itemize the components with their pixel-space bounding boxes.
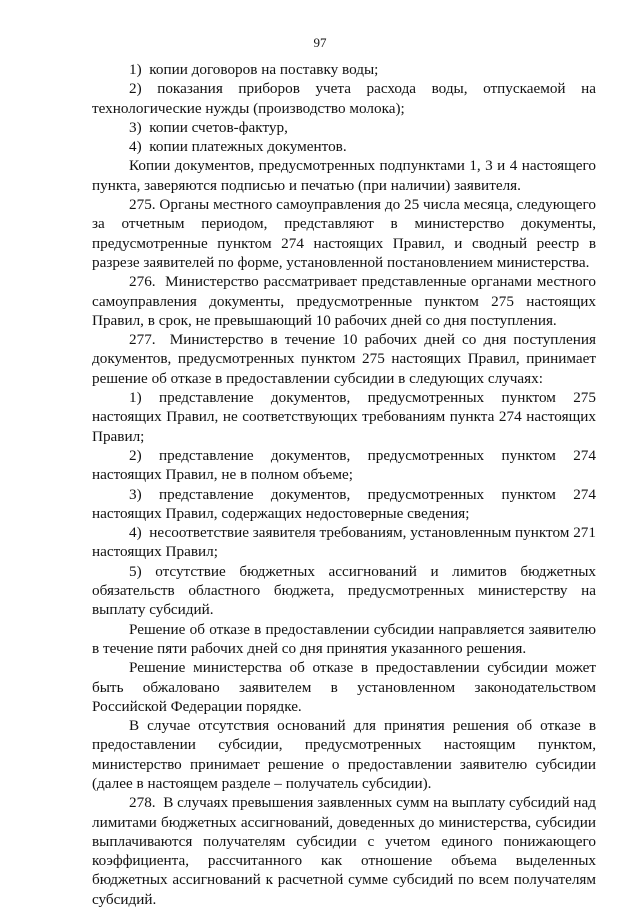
list-item-4-payment-documents: 4) копии платежных документов. (129, 138, 347, 156)
refusal-reason-1: 1) представление документов, предусмотренных пунктом 275 настоящих Правил, не соответствующих требованиям пункта 274 настоящих Правил; (92, 389, 596, 445)
paragraph-clause-278: 278. В случаях превышения заявленных сумм на выплату субсидий над лимитами бюджетных ассигнований, доведенных до министерства, субсидии выплачиваются получателям субсидии с учетом единого понижающего коэффициента, рассчитанного как отношение объема выделенных бюджетных ассигнований к расчетной сумме субсидий по всем получателям субсидий. (92, 794, 596, 908)
paragraph-clause-275: 275. Органы местного самоуправления до 25 числа месяца, следующего за отчетным периодом, представляют в министерство документы, предусмотренные пунктом 274 настоящих Правил, и сводный реестр в разрезе заявителей по форме, установленной постановлением министерства. (92, 196, 596, 271)
refusal-reason-5: 5) отсутствие бюджетных ассигнований и лимитов бюджетных обязательств областного бюджета, предусмотренных министерству на выплату субсидий. (92, 562, 596, 619)
paragraph-grant-decision: В случае отсутствия оснований для принятия решения об отказе в предоставлении субсидии, предусмотренных настоящим пунктом, министерство принимает решение о предоставлении заявителю субсидии (далее в настоящем разделе – получатель субсидии). (92, 717, 596, 792)
refusal-reason-4: 4) несоответствие заявителя требованиям, установленным пунктом 271 настоящих Правил; (92, 524, 596, 561)
page-number: 97 (313, 35, 327, 50)
list-item-2-meter-readings: 2) показания приборов учета расхода воды, отпускаемой на технологические нужды (производство молока); (92, 80, 596, 117)
document-body (92, 60, 596, 909)
refusal-reason-2: 2) представление документов, предусмотренных пунктом 274 настоящих Правил, не в полном объеме; (92, 446, 596, 484)
list-item-3-invoices: 3) копии счетов-фактур, (129, 118, 288, 136)
refusal-reason-3: 3) представление документов, предусмотренных пунктом 274 настоящих Правил, содержащих недостоверные сведения; (92, 485, 596, 522)
paragraph-copies-certification: Копии документов, предусмотренных подпунктами 1, 3 и 4 настоящего пункта, заверяются подписью и печатью (при наличии) заявителя. (92, 157, 596, 194)
paragraph-clause-276: 276. Министерство рассматривает представленные органами местного самоуправления документы, предусмотренные пунктом 275 настоящих Правил, в срок, не превышающий 10 рабочих дней со дня поступления. (92, 273, 596, 329)
paragraph-appeal: Решение министерства об отказе в предоставлении субсидии может быть обжаловано заявителем в установленном законодательством Российской Федерации порядке. (92, 659, 596, 715)
paragraph-clause-277: 277. Министерство в течение 10 рабочих дней со дня поступления документов, предусмотренных пунктом 275 настоящих Правил, принимает решение об отказе в предоставлении субсидии в следующих случаях: (92, 331, 596, 387)
paragraph-refusal-notice: Решение об отказе в предоставлении субсидии направляется заявителю в течение пяти рабочих дней со дня принятия указанного решения. (92, 620, 596, 657)
list-item-1-water-contracts: 1) копии договоров на поставку воды; (129, 61, 379, 78)
